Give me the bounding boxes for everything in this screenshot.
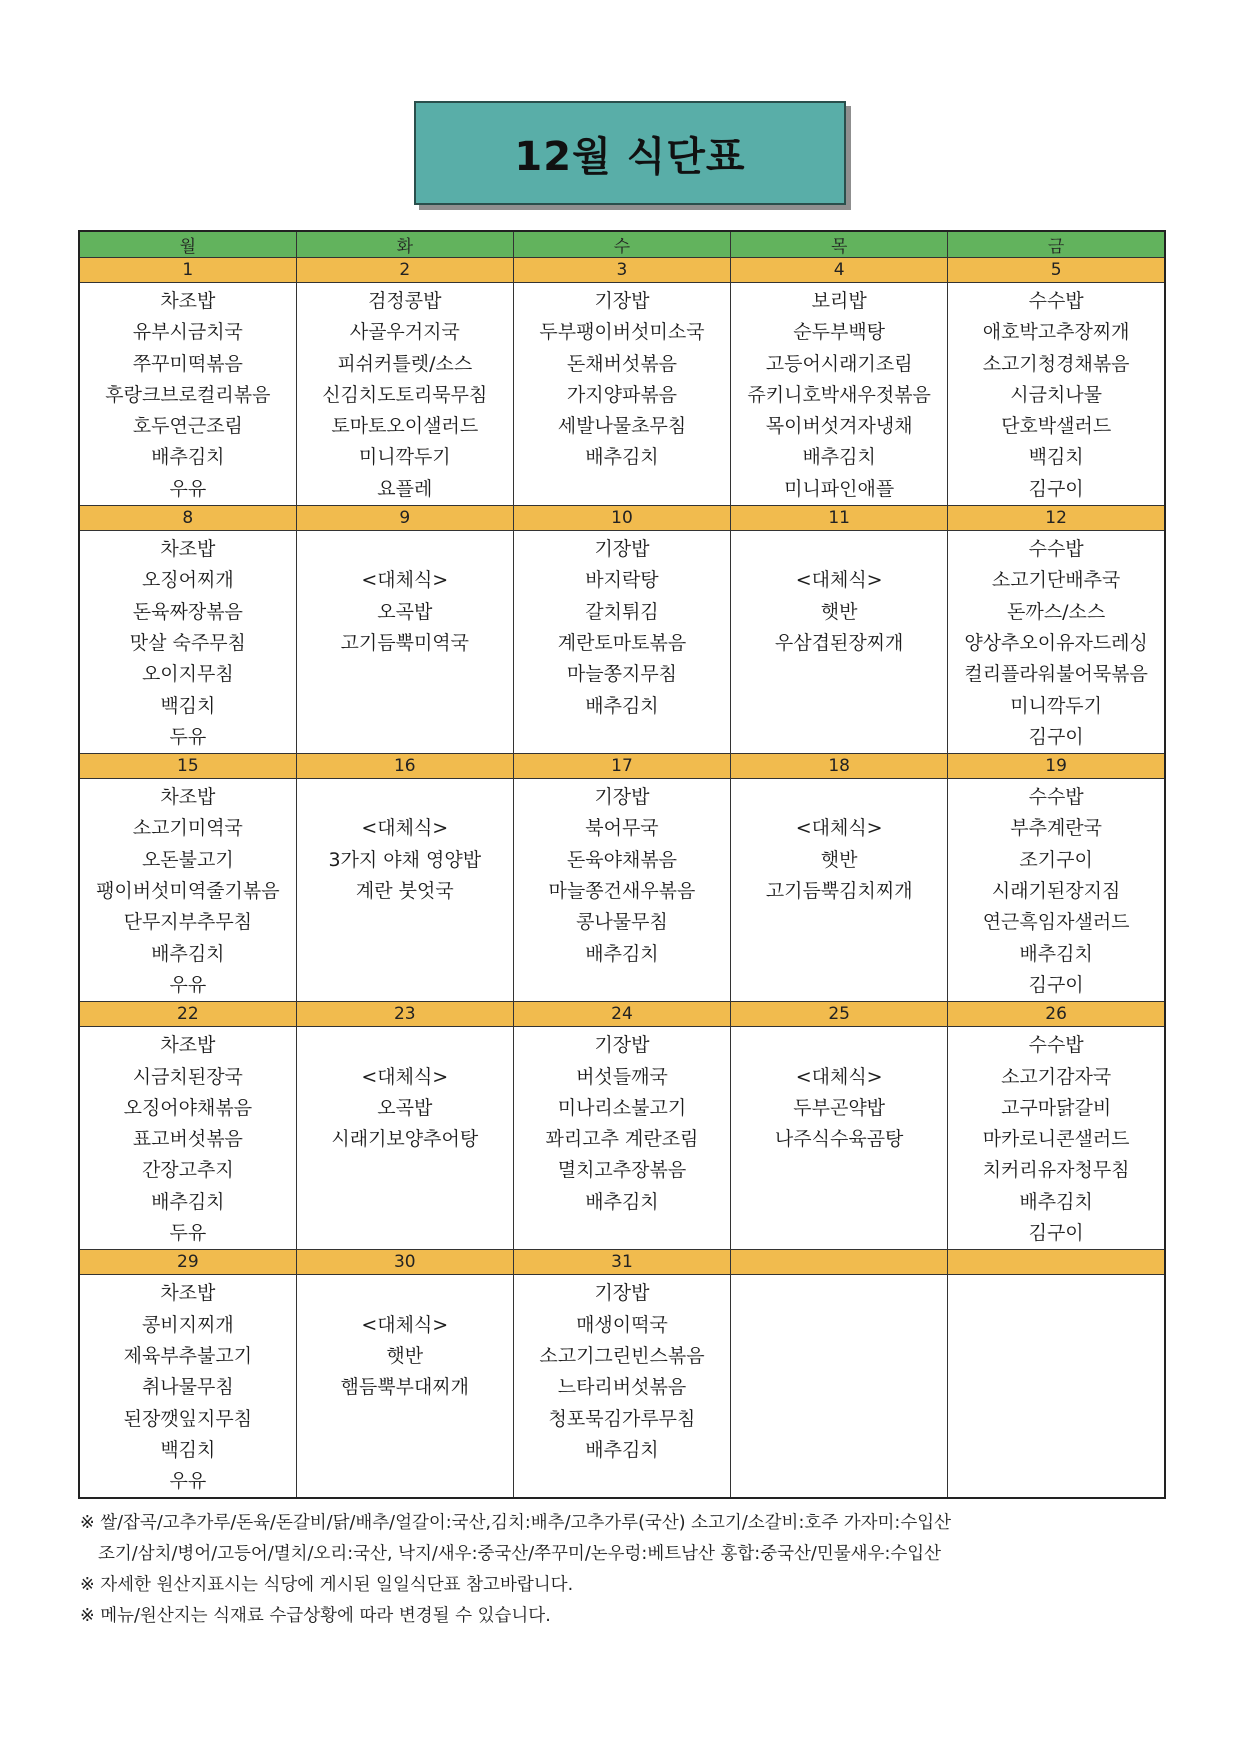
menu-cell (731, 1275, 948, 1499)
menu-cell (513, 779, 730, 1002)
menu-item: 김구이 (1028, 1222, 1084, 1245)
menu-item: 햇반 (386, 1344, 424, 1367)
menu-item-list (297, 1027, 513, 1155)
date-cell: 29 (79, 1250, 296, 1275)
menu-item: 차조밥 (160, 1282, 216, 1305)
menu-cell (79, 1275, 296, 1499)
menu-cell (296, 531, 513, 754)
weekday-header-mon: 월 (79, 231, 296, 258)
menu-item: 계란 붓엇국 (355, 880, 454, 903)
menu-item: 미니깍두기 (358, 446, 451, 469)
date-cell: 24 (513, 1002, 730, 1027)
menu-item: 우삼겹된장찌개 (774, 631, 904, 654)
menu-item: 애호박고추장찌개 (982, 321, 1130, 344)
menu-item: 차조밥 (160, 290, 216, 312)
menu-item: 팽이버섯미역줄기볶음 (96, 880, 280, 903)
menu-item: 돈육야채볶음 (566, 848, 678, 871)
menu-item: 고기듬뿍김치찌개 (765, 880, 913, 903)
menu-item-list (948, 779, 1164, 1001)
weekday-header-row (79, 231, 1165, 258)
menu-spacer (731, 1030, 947, 1061)
page-title: 12월 식단표 (414, 101, 846, 205)
date-cell: 23 (296, 1002, 513, 1027)
menu-item: 단무지부추무침 (123, 911, 253, 934)
menu-row (79, 1275, 1165, 1499)
menu-item: 기장밥 (594, 786, 650, 809)
menu-item-list (948, 1275, 1164, 1278)
menu-item: 돈육짜장볶음 (132, 600, 243, 623)
menu-item: 검정콩밥 (368, 290, 442, 312)
menu-item: 고구마닭갈비 (1001, 1096, 1112, 1119)
menu-body (79, 258, 1165, 1499)
menu-item: 오이지무침 (141, 663, 234, 686)
menu-cell (513, 283, 730, 506)
footnote-change-notice: ※ 메뉴/원산지는 식재료 수급상황에 따라 변경될 수 있습니다. (80, 1606, 551, 1626)
menu-cell (948, 779, 1165, 1002)
weekday-header-wed: 수 (513, 231, 730, 258)
menu-item: 돈까스/소스 (1007, 600, 1106, 623)
date-row (79, 754, 1165, 779)
date-cell: 31 (513, 1250, 730, 1275)
date-row (79, 1002, 1165, 1027)
menu-item: <대체식> (795, 1065, 883, 1088)
menu-item: 두유 (169, 725, 207, 748)
weekday-header-tue: 화 (296, 231, 513, 258)
menu-item-list (297, 531, 513, 659)
menu-item: 배추김치 (585, 694, 659, 717)
menu-item: 시금치나물 (1010, 383, 1103, 406)
menu-cell (948, 531, 1165, 754)
menu-item: 기장밥 (594, 1034, 650, 1057)
menu-item: 소고기그린빈스볶음 (539, 1344, 705, 1367)
menu-item: 미니파인애플 (784, 477, 895, 500)
date-cell: 18 (731, 754, 948, 779)
menu-item: <대체식> (795, 817, 883, 840)
menu-item: 햇반 (820, 600, 858, 623)
footnotes (80, 1508, 1160, 1632)
menu-item: 표고버섯볶음 (132, 1128, 243, 1151)
menu-item: 목이버섯겨자냉채 (765, 415, 913, 438)
menu-item: 쭈꾸미떡볶음 (132, 352, 243, 375)
menu-item: 단호박샐러드 (1001, 415, 1112, 438)
menu-cell (948, 1027, 1165, 1250)
date-cell: 16 (296, 754, 513, 779)
menu-item-list (80, 1275, 296, 1497)
menu-item: 수수밥 (1028, 290, 1084, 312)
menu-item: 가지양파볶음 (566, 383, 678, 406)
date-row (79, 506, 1165, 531)
menu-item-list (297, 283, 513, 505)
menu-item: 피쉬커틀렛/소스 (337, 352, 473, 375)
menu-item-list (514, 283, 730, 474)
menu-item-list (80, 531, 296, 753)
menu-item-list (514, 1275, 730, 1466)
menu-cell (296, 1275, 513, 1499)
menu-item: 백김치 (1028, 446, 1084, 469)
menu-item: 계란토마토볶음 (557, 631, 687, 654)
menu-item-list (514, 531, 730, 722)
menu-item: 멸치고추장볶음 (557, 1159, 687, 1182)
menu-item: 연근흑임자샐러드 (982, 911, 1130, 934)
menu-item-list (948, 1027, 1164, 1249)
menu-item: 콩나물무침 (576, 911, 668, 934)
menu-item: 호두연근조림 (132, 415, 243, 438)
date-row (79, 258, 1165, 283)
menu-item: 부추계란국 (1010, 817, 1103, 840)
menu-item-list (514, 1027, 730, 1218)
menu-item: 배추김치 (1019, 1190, 1093, 1213)
date-cell: 10 (513, 506, 730, 531)
menu-item-list (731, 779, 947, 907)
menu-item: 우유 (169, 477, 207, 500)
footnote-origin-1: ※ 쌀/잡곡/고추가루/돈육/돈갈비/닭/배추/얼갈이:국산,김치:배추/고추가루(국산) 소고기/소갈비:호주 가자미:수입산 (80, 1513, 952, 1533)
menu-item: 순두부백탕 (793, 321, 886, 344)
menu-item: 보리밥 (811, 290, 867, 312)
menu-item: 소고기감자국 (1001, 1065, 1112, 1088)
menu-item: 기장밥 (594, 290, 650, 312)
menu-item: 버섯들깨국 (576, 1065, 668, 1088)
menu-item: 우유 (169, 1470, 207, 1493)
menu-item-list (514, 779, 730, 970)
menu-item: 오곡밥 (377, 600, 433, 623)
date-cell: 22 (79, 1002, 296, 1027)
menu-item: 제육부추불고기 (123, 1344, 253, 1367)
menu-cell (296, 283, 513, 506)
footnote-origin-notice: ※ 자세한 원산지표시는 식당에 게시된 일일식단표 참고바랍니다. (80, 1575, 574, 1595)
menu-item: 마늘쫑지무침 (566, 663, 678, 686)
menu-item: 고등어시래기조림 (765, 352, 913, 375)
date-cell: 30 (296, 1250, 513, 1275)
menu-item: 시래기보양추어탕 (331, 1128, 479, 1151)
menu-item: <대체식> (361, 1065, 449, 1088)
menu-item: 취나물무침 (141, 1376, 234, 1399)
menu-item: 배추김치 (802, 446, 876, 469)
menu-row (79, 1027, 1165, 1250)
menu-item: 마늘쫑건새우볶음 (548, 880, 696, 903)
menu-item: 차조밥 (160, 786, 216, 809)
footnote-origin-2: 조기/삼치/병어/고등어/멸치/오리:국산, 낙지/새우:중국산/쭈꾸미/논우렁:베트남산 홍합:중국산/민물새우:수입산 (98, 1544, 942, 1564)
menu-item: 소고기청경채볶음 (982, 352, 1130, 375)
menu-item-list (731, 1027, 947, 1155)
menu-item: 차조밥 (160, 538, 216, 561)
menu-item: 사골우거지국 (349, 321, 460, 344)
menu-cell (79, 531, 296, 754)
date-cell: 9 (296, 506, 513, 531)
menu-item-list (297, 779, 513, 907)
menu-item: 수수밥 (1028, 786, 1084, 809)
menu-cell (296, 1027, 513, 1250)
menu-item: 시금치된장국 (132, 1065, 243, 1088)
menu-item-list (731, 283, 947, 505)
menu-item: 배추김치 (585, 1438, 659, 1461)
menu-item: 바지락탕 (585, 569, 659, 592)
menu-item: 돈채버섯볶음 (566, 352, 678, 375)
menu-item: 갈치튀김 (585, 600, 659, 623)
menu-item: 콩비지찌개 (141, 1313, 234, 1336)
menu-item-list (80, 779, 296, 1001)
weekday-header-thu: 목 (731, 231, 948, 258)
date-cell: 25 (731, 1002, 948, 1027)
menu-item: <대체식> (361, 569, 449, 592)
date-cell (948, 1250, 1165, 1275)
menu-item: 차조밥 (160, 1034, 216, 1057)
menu-item: 기장밥 (594, 1282, 650, 1305)
date-cell: 3 (513, 258, 730, 283)
menu-cell (948, 283, 1165, 506)
menu-item: 세발나물초무침 (557, 415, 687, 438)
menu-item: 치커리유자청무침 (982, 1159, 1130, 1182)
menu-item: 백김치 (160, 694, 216, 717)
menu-item: 나주식수육곰탕 (774, 1128, 904, 1151)
menu-cell (731, 779, 948, 1002)
menu-item: 김구이 (1028, 973, 1084, 996)
menu-item: 북어무국 (585, 817, 659, 840)
menu-item: 요플레 (377, 477, 433, 500)
menu-cell (79, 1027, 296, 1250)
menu-item: 신김치도토리묵무침 (322, 383, 488, 406)
menu-item: 청포묵김가루무침 (548, 1407, 696, 1430)
menu-cell (296, 779, 513, 1002)
menu-item: 고기듬뿍미역국 (340, 631, 470, 654)
menu-item: 배추김치 (151, 942, 225, 965)
menu-item: 쥬키니호박새우젓볶음 (747, 383, 931, 406)
menu-row (79, 531, 1165, 754)
menu-item: 두유 (169, 1222, 207, 1245)
menu-item: 수수밥 (1028, 1034, 1084, 1057)
date-cell: 8 (79, 506, 296, 531)
menu-item: 오징어야채볶음 (123, 1096, 253, 1119)
menu-item: 백김치 (160, 1438, 216, 1461)
menu-item-list (731, 1275, 947, 1278)
date-cell: 1 (79, 258, 296, 283)
menu-item: 매생이떡국 (576, 1313, 668, 1336)
menu-item: 배추김치 (151, 446, 225, 469)
menu-cell (513, 1275, 730, 1499)
menu-item: 시래기된장지짐 (991, 880, 1121, 903)
menu-item: 김구이 (1028, 725, 1084, 748)
menu-item: 후랑크브로컬리볶음 (105, 383, 271, 406)
menu-item: 햇반 (820, 848, 858, 871)
weekday-header-fri: 금 (948, 231, 1165, 258)
menu-item: 오징어찌개 (141, 569, 234, 592)
menu-item: 배추김치 (151, 1190, 225, 1213)
date-cell: 11 (731, 506, 948, 531)
menu-spacer (297, 782, 513, 813)
menu-cell (731, 531, 948, 754)
menu-item: 배추김치 (1019, 942, 1093, 965)
menu-row (79, 283, 1165, 506)
menu-item: 미니깍두기 (1010, 694, 1103, 717)
menu-item: 배추김치 (585, 446, 659, 469)
menu-item: 꽈리고추 계란조림 (545, 1128, 699, 1151)
date-cell: 5 (948, 258, 1165, 283)
menu-item: 오곡밥 (377, 1096, 433, 1119)
menu-item: 기장밥 (594, 538, 650, 561)
menu-spacer (731, 782, 947, 813)
date-cell: 4 (731, 258, 948, 283)
menu-item: 소고기단배추국 (991, 569, 1121, 592)
menu-cell (79, 283, 296, 506)
menu-cell (513, 531, 730, 754)
menu-item: 두부곤약밥 (793, 1096, 886, 1119)
menu-cell (731, 1027, 948, 1250)
menu-item: 미나리소불고기 (557, 1096, 687, 1119)
menu-item: 우유 (169, 973, 207, 996)
menu-cell (948, 1275, 1165, 1499)
date-cell: 12 (948, 506, 1165, 531)
menu-item: 유부시금치국 (132, 321, 243, 344)
date-cell: 26 (948, 1002, 1165, 1027)
date-row (79, 1250, 1165, 1275)
date-cell (731, 1250, 948, 1275)
date-cell: 2 (296, 258, 513, 283)
menu-item-list (948, 531, 1164, 753)
menu-item: 마카로니콘샐러드 (982, 1128, 1130, 1151)
menu-item: 양상추오이유자드레싱 (964, 631, 1148, 654)
date-cell: 17 (513, 754, 730, 779)
menu-item: 김구이 (1028, 477, 1084, 500)
menu-item: 오돈불고기 (141, 848, 234, 871)
menu-item: 간장고추지 (141, 1159, 234, 1182)
menu-item: 느타리버섯볶음 (557, 1376, 687, 1399)
menu-item: 두부팽이버섯미소국 (539, 321, 705, 344)
menu-item: 3가지 야채 영양밥 (328, 848, 482, 871)
menu-item: <대체식> (795, 569, 883, 592)
menu-item: 맛살 숙주무침 (129, 631, 246, 654)
menu-item-list (80, 1027, 296, 1249)
menu-item: 배추김치 (585, 942, 659, 965)
menu-item: 조기구이 (1019, 848, 1093, 871)
menu-item: 수수밥 (1028, 538, 1084, 561)
menu-item: 소고기미역국 (132, 817, 243, 840)
menu-spacer (297, 1278, 513, 1309)
date-cell: 15 (79, 754, 296, 779)
menu-item: 토마토오이샐러드 (331, 415, 479, 438)
menu-spacer (297, 534, 513, 565)
menu-spacer (297, 1030, 513, 1061)
menu-cell (731, 283, 948, 506)
menu-item-list (948, 283, 1164, 505)
menu-cell (513, 1027, 730, 1250)
menu-row (79, 779, 1165, 1002)
menu-item: 배추김치 (585, 1190, 659, 1213)
menu-item: <대체식> (361, 817, 449, 840)
menu-item: <대체식> (361, 1313, 449, 1336)
menu-item-list (297, 1275, 513, 1403)
menu-cell (79, 779, 296, 1002)
menu-spacer (731, 534, 947, 565)
menu-item: 된장깻잎지무침 (123, 1407, 253, 1430)
menu-item: 햄듬뿍부대찌개 (340, 1376, 470, 1399)
menu-item-list (731, 531, 947, 659)
date-cell: 19 (948, 754, 1165, 779)
menu-item-list (80, 283, 296, 505)
menu-item: 컬리플라워불어묵볶음 (964, 663, 1148, 686)
menu-table (78, 230, 1166, 1499)
